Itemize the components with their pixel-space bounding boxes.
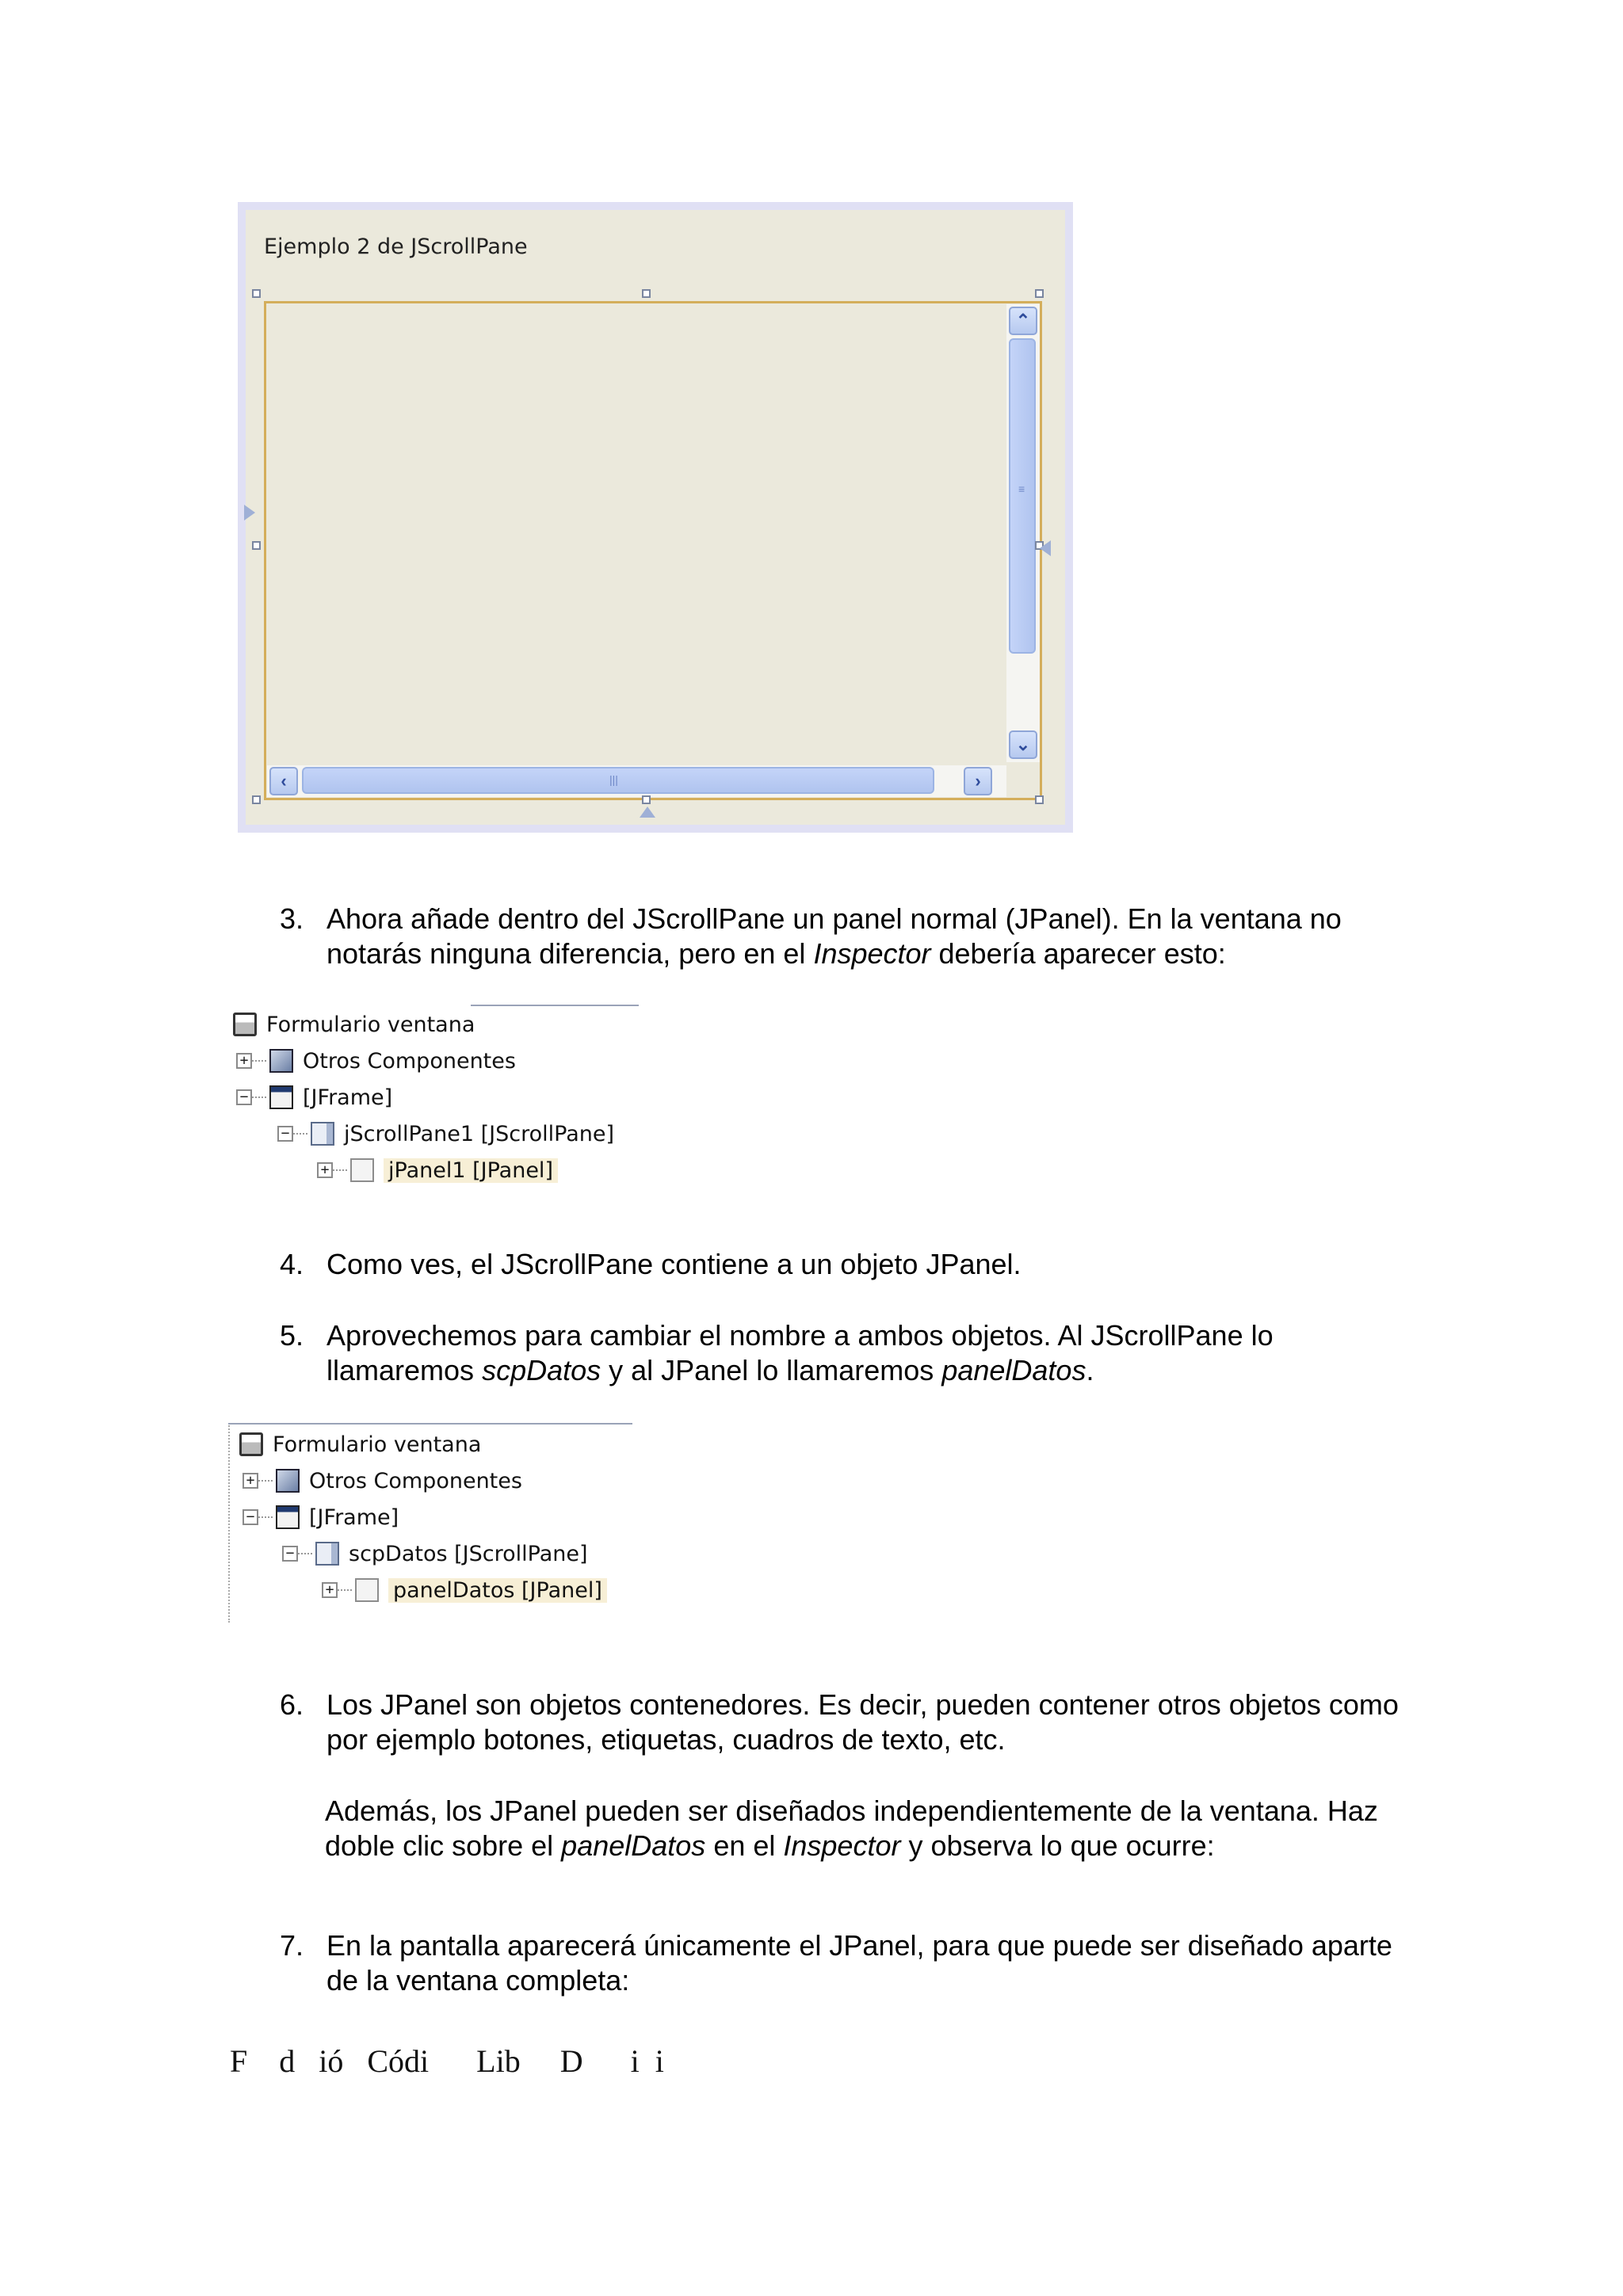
emphasis: scpDatos bbox=[482, 1354, 601, 1386]
tree-node-label: [JFrame] bbox=[303, 1085, 393, 1110]
page-footer: F d ió Códi Lib D i i bbox=[230, 2043, 664, 2079]
step-number: 4. bbox=[279, 1248, 304, 1280]
step-text-line: Ahora añade dentro del JScrollPane un panel normal (JPanel). En la ventana no bbox=[327, 902, 1342, 935]
horizontal-scroll-thumb[interactable] bbox=[302, 767, 934, 794]
step-text-line: y al JPanel lo llamaremos bbox=[601, 1354, 942, 1386]
form-icon bbox=[239, 1432, 263, 1456]
grip-icon: ||| bbox=[609, 773, 618, 786]
step-text-line: Los JPanel son objetos contenedores. Es decir, pueden contener otros objetos como bbox=[327, 1688, 1399, 1721]
step-number: 7. bbox=[279, 1929, 304, 1962]
tree-node-scrollpane[interactable] bbox=[282, 1537, 588, 1570]
tree-node-label: Formulario ventana bbox=[266, 1012, 475, 1037]
components-icon bbox=[276, 1469, 300, 1493]
collapse-icon[interactable]: − bbox=[236, 1089, 252, 1105]
frame-icon bbox=[269, 1085, 293, 1109]
scroll-right-icon[interactable]: › bbox=[964, 767, 992, 795]
tree-node-jpanel[interactable] bbox=[322, 1573, 607, 1607]
tree-node-form[interactable] bbox=[230, 1008, 475, 1041]
emphasis: panelDatos bbox=[941, 1354, 1086, 1386]
step-number: 3. bbox=[279, 902, 304, 935]
step-text-line: Aprovechemos para cambiar el nombre a ambos objetos. Al JScrollPane lo bbox=[327, 1319, 1274, 1352]
step-text bbox=[327, 1688, 1399, 1757]
tree-node-label: scpDatos [JScrollPane] bbox=[349, 1541, 588, 1566]
step-text-line: doble clic sobre el bbox=[325, 1829, 562, 1862]
tree-node-other-components[interactable] bbox=[236, 1044, 516, 1077]
inspector-top-border bbox=[471, 1005, 639, 1009]
emphasis: panelDatos bbox=[561, 1829, 706, 1862]
anchor-right-icon bbox=[1040, 540, 1051, 556]
step-text-line: llamaremos bbox=[327, 1354, 483, 1386]
panel-icon bbox=[350, 1158, 374, 1182]
anchor-left-icon bbox=[244, 505, 255, 521]
resize-handle[interactable] bbox=[1035, 795, 1044, 804]
frame-title-label: Ejemplo 2 de JScrollPane bbox=[264, 235, 528, 259]
vertical-scroll-thumb[interactable] bbox=[1009, 338, 1036, 654]
inspector-panel bbox=[228, 1005, 640, 1207]
scroll-up-icon[interactable]: ⌃ bbox=[1009, 307, 1037, 335]
collapse-icon[interactable]: − bbox=[282, 1546, 298, 1562]
tree-node-scrollpane[interactable] bbox=[277, 1117, 614, 1150]
step-text-line: debería aparecer esto: bbox=[930, 937, 1226, 970]
resize-handle[interactable] bbox=[642, 289, 651, 298]
expand-icon[interactable]: + bbox=[322, 1582, 338, 1598]
tree-node-form[interactable] bbox=[236, 1428, 481, 1461]
resize-handle[interactable] bbox=[252, 289, 261, 298]
tree-node-other-components[interactable] bbox=[242, 1464, 522, 1497]
tree-node-label: [JFrame] bbox=[309, 1505, 399, 1530]
step-text-line: . bbox=[1086, 1354, 1094, 1386]
expand-icon[interactable]: + bbox=[236, 1053, 252, 1069]
tree-node-label: panelDatos [JPanel] bbox=[388, 1578, 607, 1603]
resize-handle[interactable] bbox=[252, 795, 261, 804]
tree-node-label: Otros Componentes bbox=[309, 1468, 522, 1493]
scrollpane-icon bbox=[311, 1122, 334, 1146]
tree-node-label: Otros Componentes bbox=[303, 1048, 516, 1074]
scrollpane-icon bbox=[315, 1542, 339, 1566]
scroll-left-icon[interactable]: ‹ bbox=[269, 767, 298, 795]
resize-handle[interactable] bbox=[1035, 289, 1044, 298]
step-text-line: por ejemplo botones, etiquetas, cuadros de texto, etc. bbox=[327, 1723, 1006, 1756]
step-text-line: En la pantalla aparecerá únicamente el JPanel, para que puede ser diseñado aparte bbox=[327, 1929, 1392, 1962]
step-text-line: de la ventana completa: bbox=[327, 1964, 630, 1997]
step-text bbox=[327, 902, 1342, 971]
anchor-bottom-icon bbox=[640, 807, 655, 818]
panel-icon bbox=[355, 1578, 379, 1602]
step-text bbox=[327, 1318, 1274, 1388]
emphasis: Inspector bbox=[783, 1829, 901, 1862]
step-number: 5. bbox=[279, 1319, 304, 1352]
step-text bbox=[325, 1794, 1378, 1863]
resize-handle[interactable] bbox=[252, 541, 261, 550]
components-icon bbox=[269, 1049, 293, 1073]
tree-node-label: Formulario ventana bbox=[273, 1432, 482, 1457]
step-text-line: y observa lo que ocurre: bbox=[900, 1829, 1215, 1862]
scroll-down-icon[interactable]: ⌄ bbox=[1009, 730, 1037, 759]
step-text: Como ves, el JScrollPane contiene a un objeto JPanel. bbox=[327, 1248, 1022, 1280]
step-text bbox=[327, 1928, 1392, 1998]
scroll-pane[interactable] bbox=[264, 301, 1042, 800]
expand-icon[interactable]: + bbox=[317, 1162, 333, 1178]
collapse-icon[interactable]: − bbox=[277, 1126, 293, 1142]
inspector-panel bbox=[228, 1423, 634, 1623]
collapse-icon[interactable]: − bbox=[242, 1509, 258, 1525]
grip-icon: ≡ bbox=[1018, 482, 1025, 495]
step-text-line: en el bbox=[705, 1829, 784, 1862]
step-text-line: Además, los JPanel pueden ser diseñados independientemente de la ventana. Haz bbox=[325, 1794, 1378, 1827]
expand-icon[interactable]: + bbox=[242, 1473, 258, 1489]
frame-icon bbox=[276, 1505, 300, 1529]
form-icon bbox=[233, 1013, 257, 1036]
tree-node-label: jScrollPane1 [JScrollPane] bbox=[344, 1121, 614, 1146]
resize-handle[interactable] bbox=[642, 795, 651, 804]
step-text-line: notarás ninguna diferencia, pero en el bbox=[327, 937, 814, 970]
step-number: 6. bbox=[279, 1688, 304, 1721]
tree-node-jframe[interactable] bbox=[242, 1501, 399, 1534]
emphasis: Inspector bbox=[813, 937, 931, 970]
tree-node-jframe[interactable] bbox=[236, 1081, 392, 1114]
inspector-left-border bbox=[228, 1423, 230, 1623]
tree-node-jpanel[interactable] bbox=[317, 1154, 558, 1187]
tree-node-label: jPanel1 [JPanel] bbox=[384, 1158, 558, 1183]
